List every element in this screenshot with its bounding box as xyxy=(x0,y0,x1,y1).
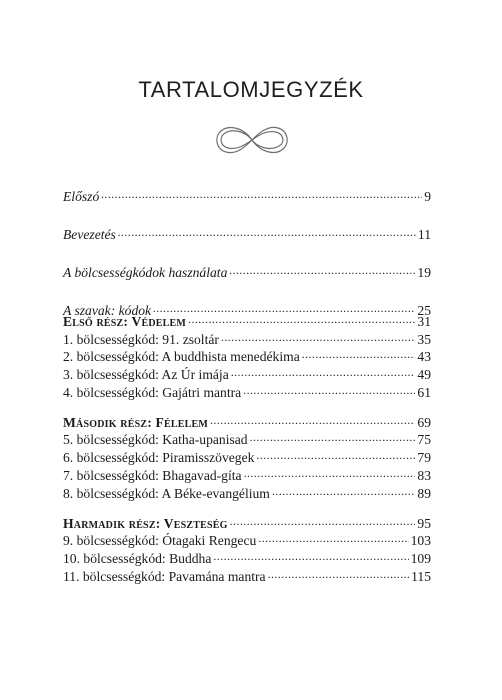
leader-dots xyxy=(210,415,415,427)
leader-dots xyxy=(118,227,416,239)
toc-entry-label: 2. bölcsességkód: A buddhista menedékima xyxy=(63,349,300,365)
toc-entry[interactable] xyxy=(63,227,431,243)
leader-dots xyxy=(256,450,415,462)
toc-entry-label: 3. bölcsességkód: Az Úr imája xyxy=(63,367,229,383)
toc-entry-page: 9 xyxy=(424,189,431,204)
toc-entry-page: 11 xyxy=(417,227,431,242)
toc-entry[interactable] xyxy=(63,432,431,448)
toc-entry[interactable] xyxy=(63,189,431,205)
toc-entry[interactable] xyxy=(63,385,431,401)
toc-part-heading-page: 69 xyxy=(417,414,431,430)
toc-entry-page: 35 xyxy=(417,331,431,347)
toc-entry[interactable] xyxy=(63,551,431,567)
leader-dots xyxy=(230,516,416,528)
toc-part-group xyxy=(63,516,431,585)
toc-entry-page: 115 xyxy=(411,568,431,584)
toc-entry[interactable] xyxy=(63,486,431,502)
toc-part-heading-page: 95 xyxy=(417,515,431,531)
leader-dots xyxy=(272,486,416,498)
leader-dots xyxy=(244,468,416,480)
toc-entry-label: 10. bölcsességkód: Buddha xyxy=(63,550,212,566)
toc-entry[interactable] xyxy=(63,468,431,484)
leader-dots xyxy=(258,533,408,545)
leader-dots xyxy=(221,332,415,344)
leader-dots xyxy=(250,432,416,444)
toc-entry[interactable] xyxy=(63,569,431,585)
toc-part-heading-label: Második rész: Félelem xyxy=(63,414,209,430)
toc-entry[interactable] xyxy=(63,349,431,365)
toc-entry-label: Előszó xyxy=(63,189,100,204)
toc-entry[interactable] xyxy=(63,533,431,549)
leader-dots xyxy=(229,265,415,277)
toc-parts-section xyxy=(63,314,431,599)
toc-entry-page: 25 xyxy=(417,303,431,318)
toc-entry[interactable] xyxy=(63,450,431,466)
toc-entry[interactable] xyxy=(63,367,431,383)
toc-part-heading-label: Harmadik rész: Veszteség xyxy=(63,515,228,531)
toc-entry-label: A bölcsességkódok használata xyxy=(63,265,228,280)
leader-dots xyxy=(243,385,415,397)
toc-entry-page: 43 xyxy=(417,349,431,365)
toc-entry-page: 75 xyxy=(417,432,431,448)
toc-entry-page: 49 xyxy=(417,367,431,383)
leader-dots xyxy=(231,367,416,379)
toc-entry-label: 9. bölcsességkód: Ótagaki Rengecu xyxy=(63,533,257,549)
toc-part-heading[interactable] xyxy=(63,516,431,532)
infinity-knot-ornament-icon xyxy=(211,123,293,157)
toc-part-heading-page: 31 xyxy=(417,314,431,329)
toc-entry-label: 8. bölcsességkód: A Béke-evangélium xyxy=(63,485,270,501)
leader-dots xyxy=(213,551,408,563)
toc-entry-page: 79 xyxy=(417,450,431,466)
toc-entry-label: 7. bölcsességkód: Bhagavad-gíta xyxy=(63,467,242,483)
toc-entry-label: A szavak: kódok xyxy=(63,303,152,318)
toc-entry-label: 4. bölcsességkód: Gajátri mantra xyxy=(63,384,242,400)
toc-entry-label: 1. bölcsességkód: 91. zsoltár xyxy=(63,331,219,347)
leader-dots xyxy=(101,189,422,201)
toc-entry-page: 61 xyxy=(417,384,431,400)
toc-entry-page: 19 xyxy=(417,265,431,280)
toc-entry-label: 6. bölcsességkód: Piramisszövegek xyxy=(63,450,255,466)
toc-entry-label: Bevezetés xyxy=(63,227,116,242)
toc-part-heading[interactable] xyxy=(63,415,431,431)
toc-entry-page: 89 xyxy=(417,485,431,501)
leader-dots xyxy=(268,569,410,581)
toc-entry-page: 109 xyxy=(410,550,431,566)
toc-entry-page: 103 xyxy=(410,533,431,549)
toc-part-heading-label: Első rész: Védelem xyxy=(63,314,187,329)
page-title: TARTALOMJEGYZÉK xyxy=(138,77,364,102)
leader-dots xyxy=(188,314,415,326)
toc-entry-label: 11. bölcsességkód: Pavamána mantra xyxy=(63,568,266,584)
toc-entry-page: 83 xyxy=(417,467,431,483)
toc-entry-label: 5. bölcsességkód: Katha-upanisad xyxy=(63,432,248,448)
toc-part-group xyxy=(63,415,431,502)
toc-part-heading[interactable] xyxy=(63,314,431,330)
leader-dots xyxy=(302,349,416,361)
toc-part-group xyxy=(63,314,431,401)
toc-entry[interactable] xyxy=(63,332,431,348)
toc-entry[interactable] xyxy=(63,265,431,281)
